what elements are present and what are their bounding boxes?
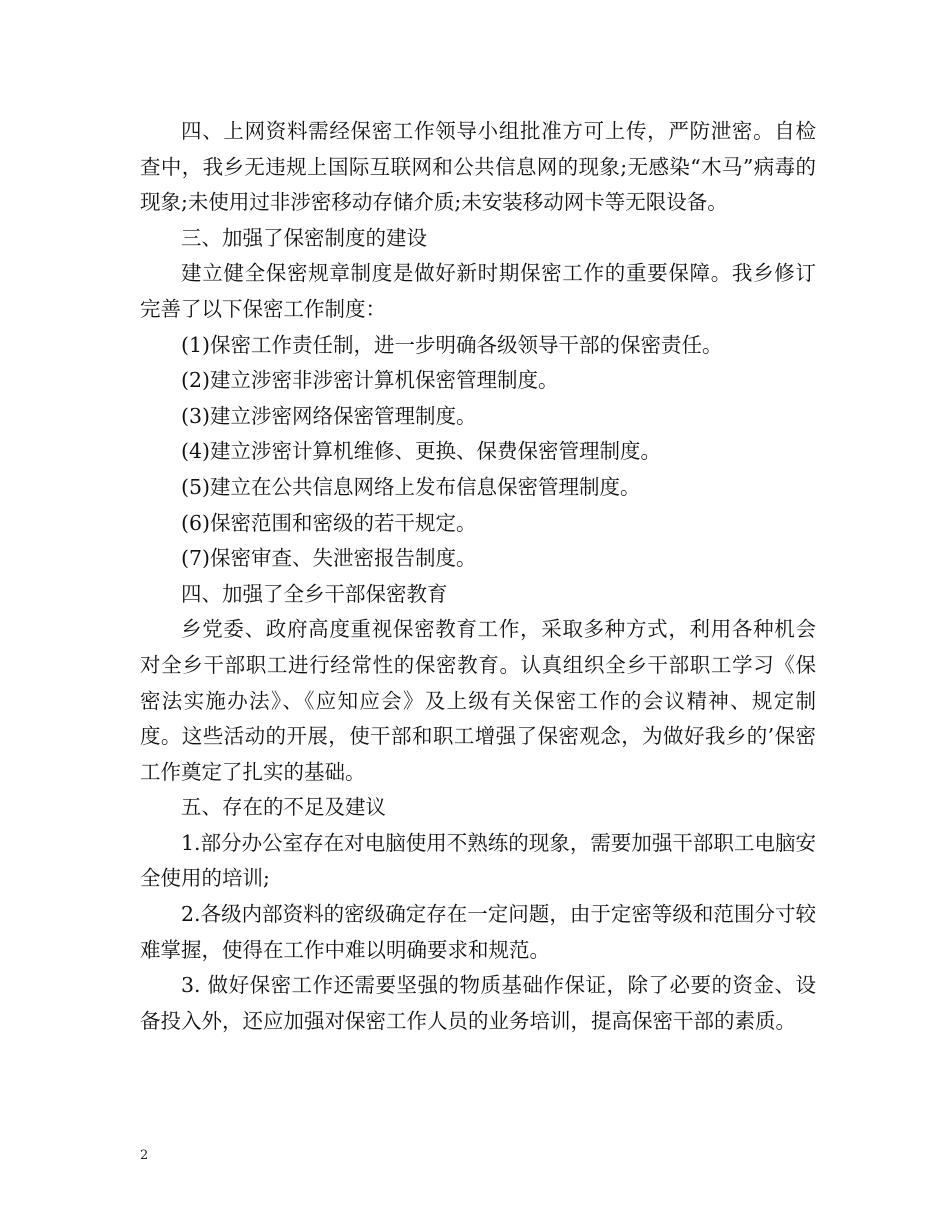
list-item-suggestion-1: 1.部分办公室存在对电脑使用不熟练的现象，需要加强干部职工电脑安全使用的培训; [140, 830, 816, 891]
heading-section-four: 四、加强了全乡干部保密教育 [181, 581, 448, 606]
list-item-rule-7: (7)保密审查、失泄密报告制度。 [181, 546, 477, 571]
document-body [140, 114, 816, 1039]
heading-section-three: 三、加强了保密制度的建设 [181, 225, 427, 250]
paragraph-rules-intro: 建立健全保密规章制度是做好新时期保密工作的重要保障。我乡修订完善了以下保密工作制度： [140, 261, 816, 321]
list-item-rule-6: (6)保密范围和密级的若干规定。 [181, 510, 477, 535]
heading-section-five: 五、存在的不足及建议 [181, 795, 386, 820]
list-item-suggestion-2: 2.各级内部资料的密级确定存在一定问题，由于定密等级和范围分寸较难掌握，使得在工作中难以明确要求和规范。 [140, 902, 816, 962]
list-item-rule-4: (4)建立涉密计算机维修、更换、保费保密管理制度。 [181, 439, 662, 464]
paragraph-education: 乡党委、政府高度重视保密教育工作，采取多种方式，利用各种机会对全乡干部职工进行经常性的保密教育。认真组织全乡干部职工学习《保密法实施办法》、《应知应会》及上级有关保密工作的会议精神、规定制度。这些活动的开展，使干部和职工增强了保密观念，为做好我乡的’保密工作奠定了扎实的基础。 [140, 617, 816, 784]
paragraph-internet-upload: 四、上网资料需经保密工作领导小组批准方可上传，严防泄密。自检查中，我乡无违规上国际互联网和公共信息网的现象;无感染“木马”病毒的现象;未使用过非涉密移动存储介质;未安装移动网卡等无限设备。 [140, 119, 816, 215]
list-item-suggestion-3: 3. 做好保密工作还需要坚强的物质基础作保证，除了必要的资金、设备投入外，还应加强对保密工作人员的业务培训，提高保密干部的素质。 [140, 973, 816, 1033]
list-item-rule-5: (5)建立在公共信息网络上发布信息保密管理制度。 [181, 474, 641, 499]
page-number: 2 [140, 1148, 149, 1163]
list-item-rule-3: (3)建立涉密网络保密管理制度。 [181, 403, 477, 428]
list-item-rule-1: (1)保密工作责任制，进一步明确各级领导干部的保密责任。 [181, 332, 723, 357]
list-item-rule-2: (2)建立涉密非涉密计算机保密管理制度。 [181, 368, 559, 393]
